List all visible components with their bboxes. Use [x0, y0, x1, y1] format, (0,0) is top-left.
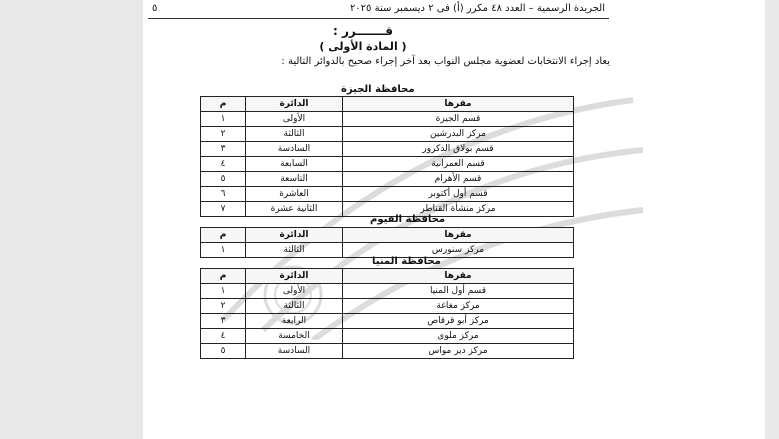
cell-num: ١ [201, 243, 246, 258]
cell-hq: مركز أبو قرقاص [343, 314, 574, 329]
column-header-num: م [201, 97, 246, 112]
page-header [148, 0, 609, 19]
cell-num: ٤ [201, 157, 246, 172]
cell-district: الأولى [246, 284, 343, 299]
cell-hq: مركز دير مواس [343, 344, 574, 359]
districts-table-minya [200, 268, 574, 359]
cell-num: ٢ [201, 299, 246, 314]
table-row [201, 284, 574, 299]
table-header-row [201, 269, 574, 284]
column-header-hq: مقرها [343, 269, 574, 284]
governorate-title: محافظة الفيوم [370, 214, 446, 225]
table-row [201, 344, 574, 359]
cell-district: التاسعة [246, 172, 343, 187]
intro-text: يعاد إجراء الانتخابات لعضوية مجلس النواب بعد آخر إجراء صحيح بالدوائر التالية : [281, 56, 610, 67]
cell-num: ٢ [201, 127, 246, 142]
districts-table-giza [200, 96, 574, 217]
table-header-row [201, 97, 574, 112]
table-row [201, 299, 574, 314]
cell-num: ٥ [201, 172, 246, 187]
cell-num: ٥ [201, 344, 246, 359]
cell-num: ١ [201, 284, 246, 299]
decision-label: قـــــــرر : [333, 24, 393, 38]
cell-num: ١ [201, 112, 246, 127]
table-row [201, 172, 574, 187]
table-row [201, 142, 574, 157]
article-label: ( المادة الأولى ) [319, 40, 407, 53]
column-header-district: الدائرة [246, 97, 343, 112]
column-header-num: م [201, 269, 246, 284]
table-row [201, 157, 574, 172]
cell-district: الثالثة [246, 127, 343, 142]
table-row [201, 314, 574, 329]
table-row [201, 187, 574, 202]
document-page [143, 0, 765, 439]
column-header-district: الدائرة [246, 228, 343, 243]
cell-num: ٤ [201, 329, 246, 344]
cell-district: الرابعة [246, 314, 343, 329]
cell-hq: قسم أول أكتوبر [343, 187, 574, 202]
right-margin [765, 0, 779, 439]
cell-num: ٦ [201, 187, 246, 202]
cell-district: العاشرة [246, 187, 343, 202]
table-header-row [201, 228, 574, 243]
cell-hq: مركز سنورس [343, 243, 574, 258]
table-row [201, 329, 574, 344]
cell-district: الأولى [246, 112, 343, 127]
gazette-title: الجريدة الرسمية – العدد ٤٨ مكرر (أ) فى ٢ ديسمبر سنة ٢٠٢٥ [349, 3, 605, 14]
table-row [201, 112, 574, 127]
cell-num: ٧ [201, 202, 246, 217]
cell-hq: قسم بولاق الدكرور [343, 142, 574, 157]
districts-table-fayoum [200, 227, 574, 258]
cell-hq: قسم الجيزة [343, 112, 574, 127]
cell-district: الثالثة [246, 299, 343, 314]
cell-hq: مركز منشأة القناطر [343, 202, 574, 217]
column-header-num: م [201, 228, 246, 243]
cell-hq: مركز ملوى [343, 329, 574, 344]
governorate-title: محافظة المنيا [372, 256, 441, 267]
cell-hq: مركز البدرشين [343, 127, 574, 142]
cell-district: الثانية عشرة [246, 202, 343, 217]
cell-hq: مركز مغاغة [343, 299, 574, 314]
cell-district: السادسة [246, 344, 343, 359]
column-header-district: الدائرة [246, 269, 343, 284]
page-number: ٥ [152, 3, 158, 14]
cell-hq: قسم الأهرام [343, 172, 574, 187]
column-header-hq: مقرها [343, 228, 574, 243]
cell-district: السادسة [246, 142, 343, 157]
cell-district: الخامسة [246, 329, 343, 344]
cell-district: السابعة [246, 157, 343, 172]
column-header-hq: مقرها [343, 97, 574, 112]
cell-hq: قسم العمرانية [343, 157, 574, 172]
cell-district: الثالثة [246, 243, 343, 258]
cell-num: ٣ [201, 142, 246, 157]
cell-num: ٣ [201, 314, 246, 329]
table-row [201, 127, 574, 142]
cell-hq: قسم أول المنيا [343, 284, 574, 299]
left-margin [0, 0, 143, 439]
governorate-title: محافظة الجيزة [341, 84, 415, 95]
